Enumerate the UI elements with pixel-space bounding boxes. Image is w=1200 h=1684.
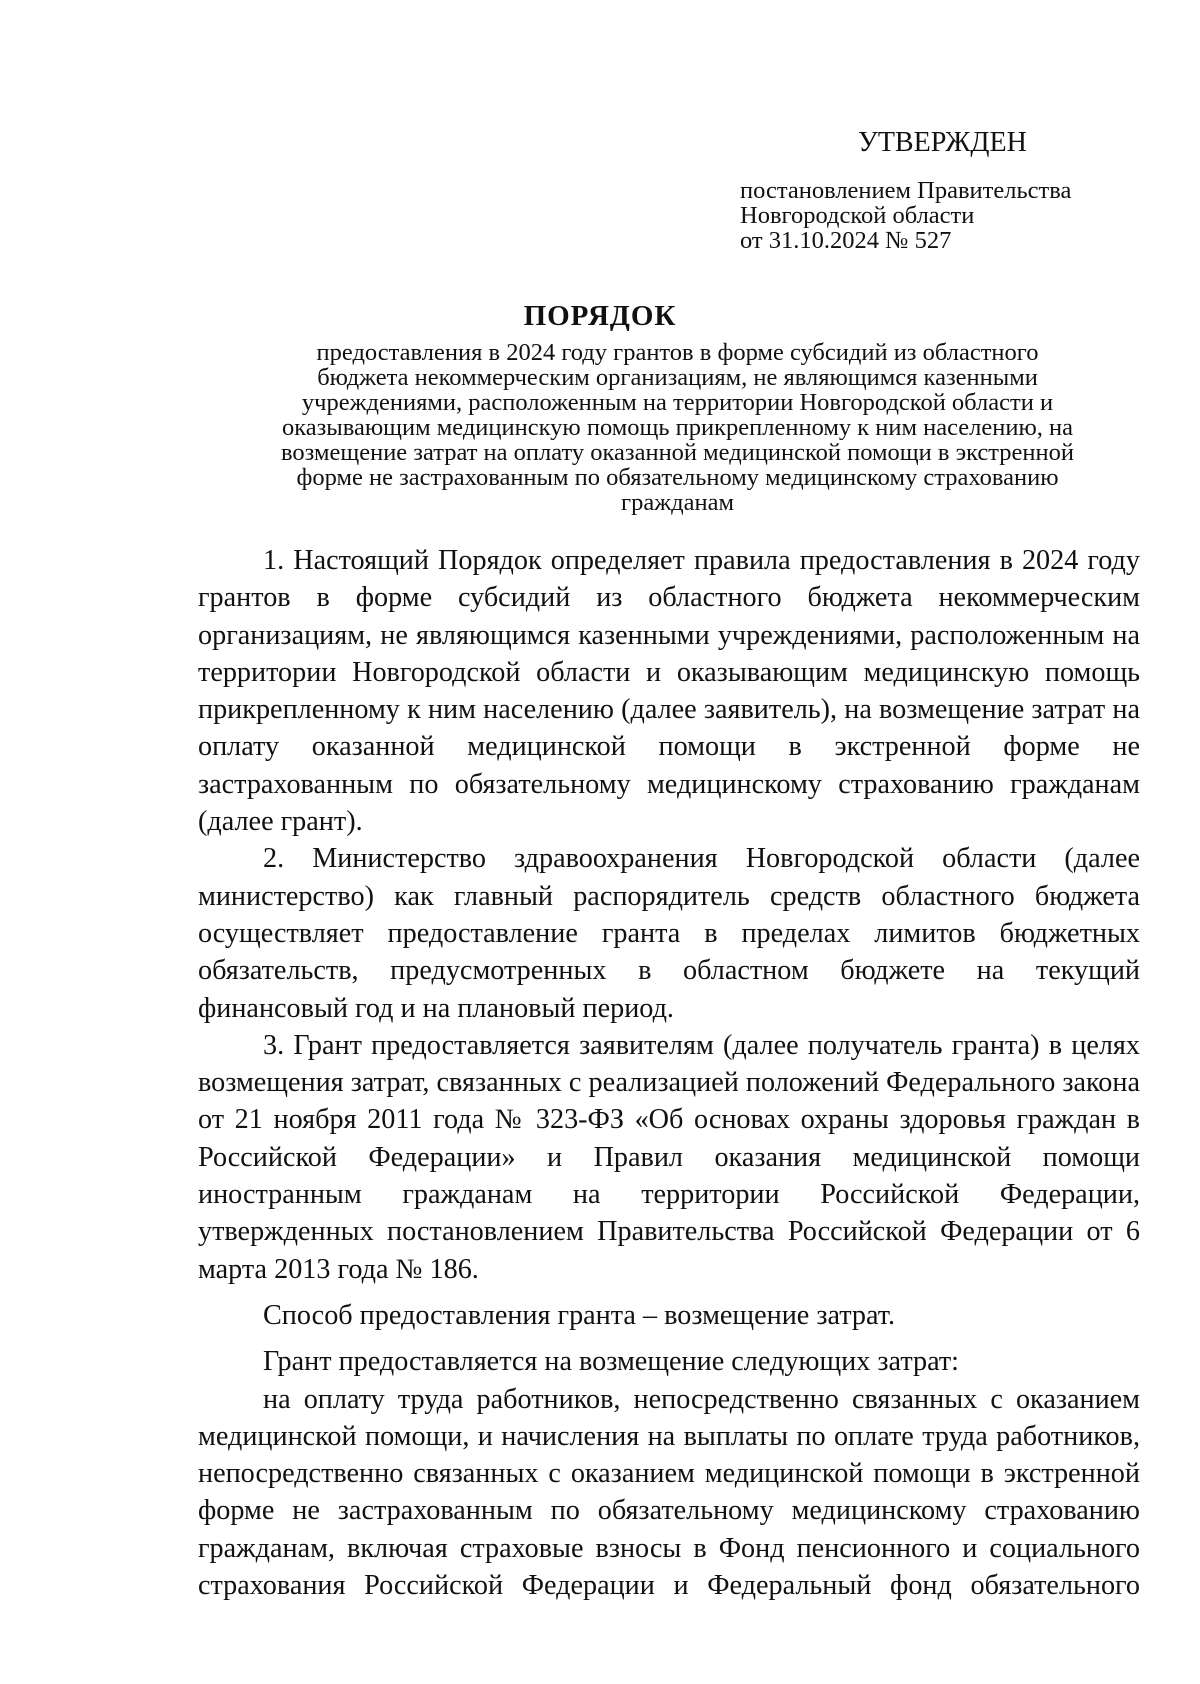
subtitle-line: гражданам bbox=[621, 489, 734, 516]
subtitle-line: бюджета некоммерческим организациям, не являющимся казенными bbox=[317, 364, 1038, 391]
approval-line: постановлением Правительства bbox=[740, 177, 1072, 204]
subtitle-line: предоставления в 2024 году грантов в форме субсидий из областного bbox=[316, 339, 1039, 366]
paragraph-1: 1. Настоящий Порядок определяет правила предоставления в 2024 году грантов в форме субсидий из областного бюджета некоммерческим организациям, не являющимся казенными учреждениями, расположенным на территории Новгородской области и оказывающим медицинскую помощь прикрепленному к ним населению (далее заявитель), на возмещение затрат на оплату оказанной медицинской помощи в экстренной форме не застрахованным по обязательному медицинскому страхованию гражданам (далее грант). bbox=[198, 545, 1140, 838]
document-subtitle bbox=[215, 340, 1140, 515]
paragraph-method: Способ предоставления гранта – возмещение затрат. bbox=[263, 1299, 896, 1331]
approval-line: Новгородской области bbox=[740, 202, 975, 229]
subtitle-line: возмещение затрат на оплату оказанной медицинской помощи в экстренной bbox=[280, 439, 1074, 466]
approval-title: УТВЕРЖДЕН bbox=[858, 127, 1027, 158]
paragraph-costs-item: на оплату труда работников, непосредственно связанных с оказанием медицинской помощи, и начисления на выплаты по оплате труда работников, непосредственно связанных с оказанием медицинской помощи в экстренной форме не застрахованным по обязательному медицинскому страхованию гражданам, включая страховые взносы в Фонд пенсионного и социального страхования Российской Федерации и Федеральный фонд обязательного bbox=[198, 1383, 1140, 1602]
paragraph-2: 2. Министерство здравоохранения Новгородской области (далее министерство) как главный распорядитель средств областного бюджета осуществляет предоставление гранта в пределах лимитов бюджетных обязательств, предусмотренных в областном бюджете на текущий финансовый год и на плановый период. bbox=[198, 843, 1140, 1024]
approval-stamp bbox=[740, 128, 1071, 253]
subtitle-line: учреждениями, расположенным на территории Новгородской области и bbox=[301, 389, 1054, 416]
paragraph-3: 3. Грант предоставляется заявителям (далее получатель гранта) в целях возмещения затрат, связанных с реализацией положений Федерального закона от 21 ноября 2011 года № 323-ФЗ «Об основах охраны здоровья граждан в Российской Федерации» и Правил оказания медицинской помощи иностранным гражданам на территории Российской Федерации, утвержденных постановлением Правительства Российской Федерации от 6 марта 2013 года № 186. bbox=[198, 1029, 1140, 1285]
subtitle-line: форме не застрахованным по обязательному медицинскому страхованию bbox=[296, 464, 1059, 491]
subtitle-line: оказывающим медицинскую помощь прикрепленному к ним населению, на bbox=[281, 414, 1074, 441]
approval-line: от 31.10.2024 № 527 bbox=[740, 227, 952, 254]
paragraph-costs-intro: Грант предоставляется на возмещение следующих затрат: bbox=[263, 1346, 960, 1378]
document-body bbox=[198, 542, 1140, 1604]
document-title: ПОРЯДОК bbox=[523, 300, 677, 332]
